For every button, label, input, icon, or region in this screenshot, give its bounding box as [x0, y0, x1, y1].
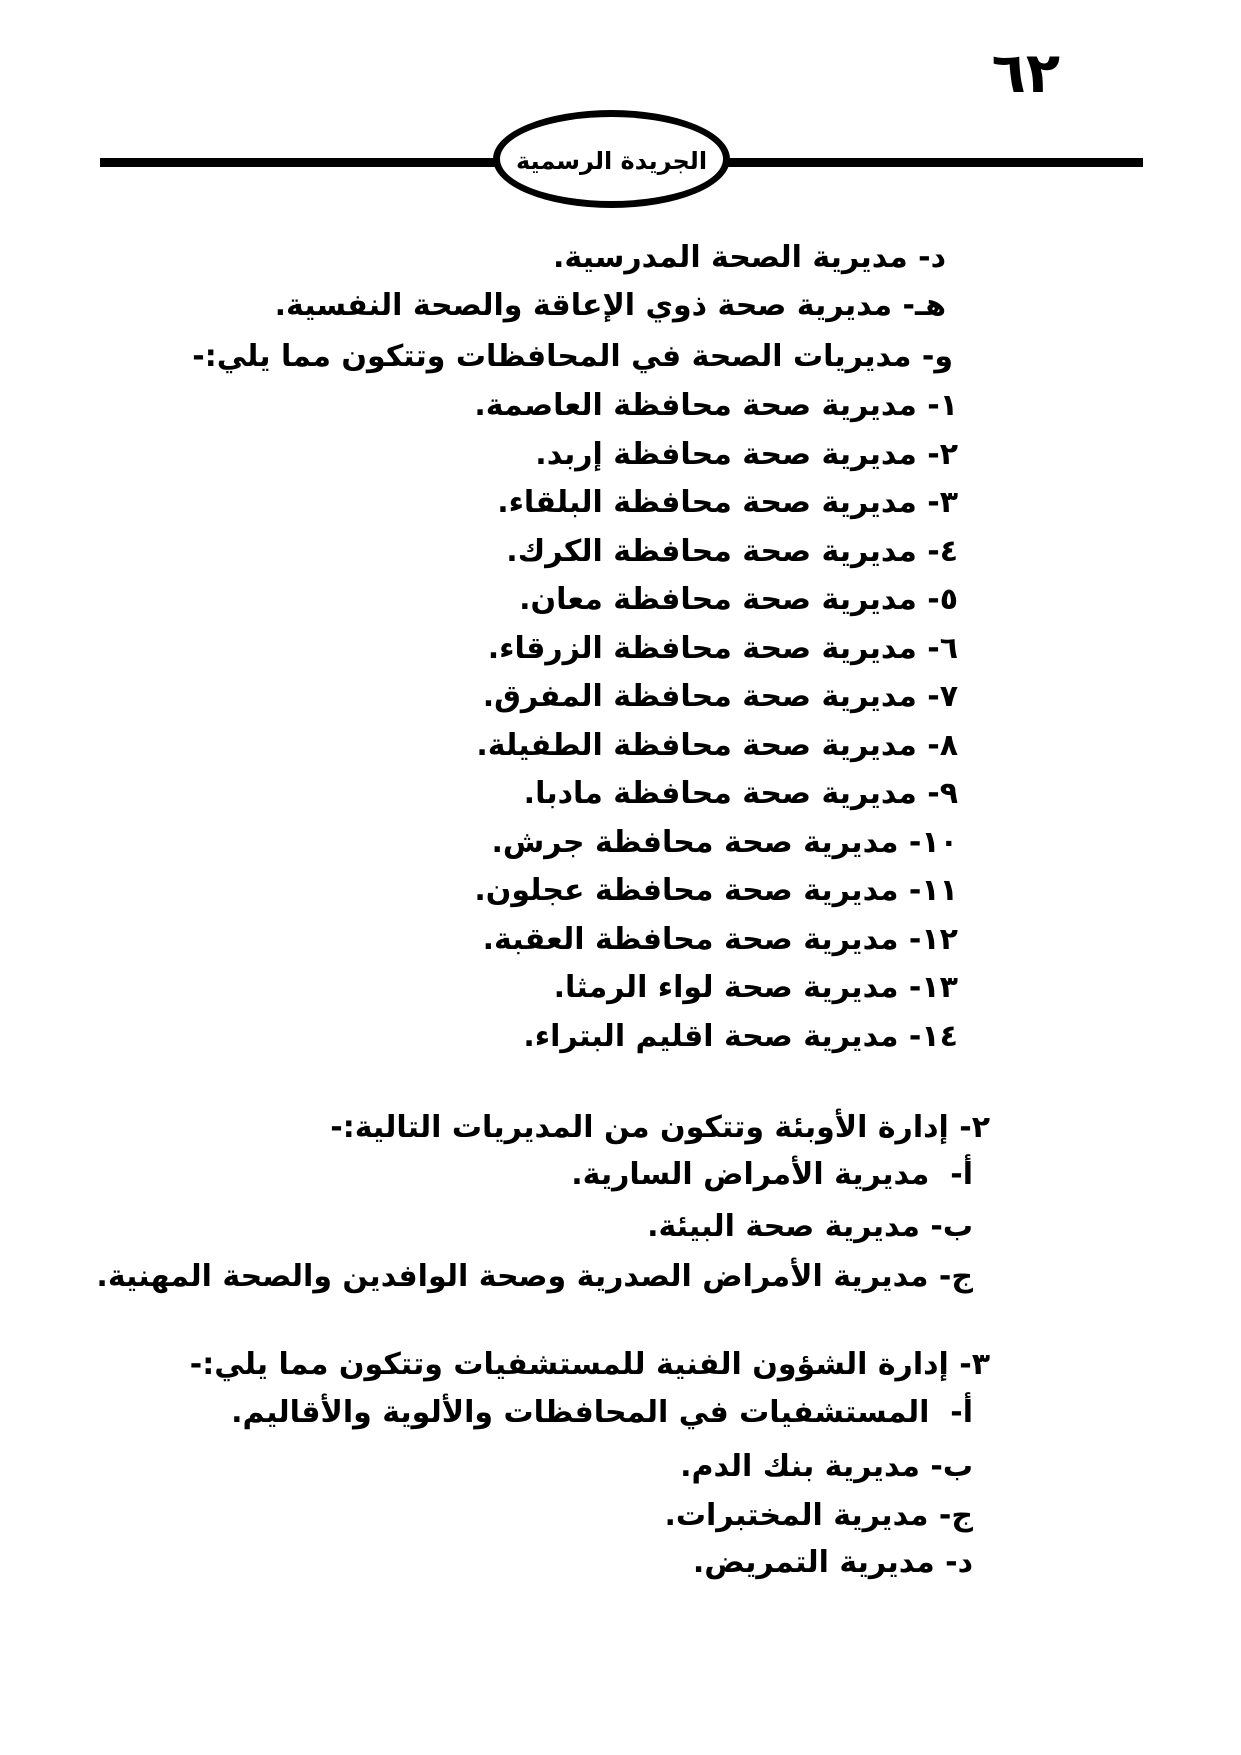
list-item: ب- مديرية صحة البيئة.	[647, 1209, 973, 1244]
list-item: ١٢- مديرية صحة محافظة العقبة.	[482, 922, 958, 957]
page-number: ٦٢	[991, 41, 1060, 106]
list-item: ٦- مديرية صحة محافظة الزرقاء.	[487, 631, 958, 666]
section-heading: ٣- إدارة الشؤون الفنية للمستشفيات وتتكون مما يلي:-	[189, 1347, 990, 1382]
list-item: ١٣- مديرية صحة لواء الرمثا.	[553, 970, 958, 1005]
list-item: ١٠- مديرية صحة محافظة جرش.	[491, 825, 958, 860]
list-item: ج- مديرية المختبرات.	[664, 1498, 973, 1533]
list-item: د- مديرية الصحة المدرسية.	[553, 240, 946, 275]
list-item: هـ- مديرية صحة ذوي الإعاقة والصحة النفسية.	[274, 288, 946, 323]
list-item: ٩- مديرية صحة محافظة مادبا.	[523, 776, 958, 811]
list-item: ١٤- مديرية صحة اقليم البتراء.	[523, 1019, 958, 1054]
list-item: ب- مديرية بنك الدم.	[680, 1449, 973, 1484]
list-item: ٣- مديرية صحة محافظة البلقاء.	[497, 485, 958, 520]
list-item: ٥- مديرية صحة محافظة معان.	[519, 582, 958, 617]
list-item: ج- مديرية الأمراض الصدرية وصحة الوافدين والصحة المهنية.	[96, 1259, 973, 1294]
gazette-banner-ellipse	[493, 110, 730, 208]
list-item: د- مديرية التمريض.	[692, 1545, 973, 1580]
gazette-banner-title: الجريدة الرسمية	[515, 147, 708, 175]
list-item: ٤- مديرية صحة محافظة الكرك.	[506, 534, 958, 569]
section-heading: و- مديريات الصحة في المحافظات وتتكون مما يلي:-	[192, 339, 953, 374]
list-item: ٢- مديرية صحة محافظة إربد.	[535, 437, 958, 472]
list-item: ٧- مديرية صحة محافظة المفرق.	[482, 679, 958, 714]
list-item: أ- المستشفيات في المحافظات والألوية والأقاليم.	[231, 1395, 973, 1430]
list-item: أ- مديرية الأمراض السارية.	[571, 1157, 973, 1192]
list-item: ٨- مديرية صحة محافظة الطفيلة.	[476, 728, 958, 763]
section-heading: ٢- إدارة الأوبئة وتتكون من المديريات التالية:-	[330, 1110, 990, 1145]
list-item: ١١- مديرية صحة محافظة عجلون.	[474, 873, 958, 908]
list-item: ١- مديرية صحة محافظة العاصمة.	[474, 388, 958, 423]
